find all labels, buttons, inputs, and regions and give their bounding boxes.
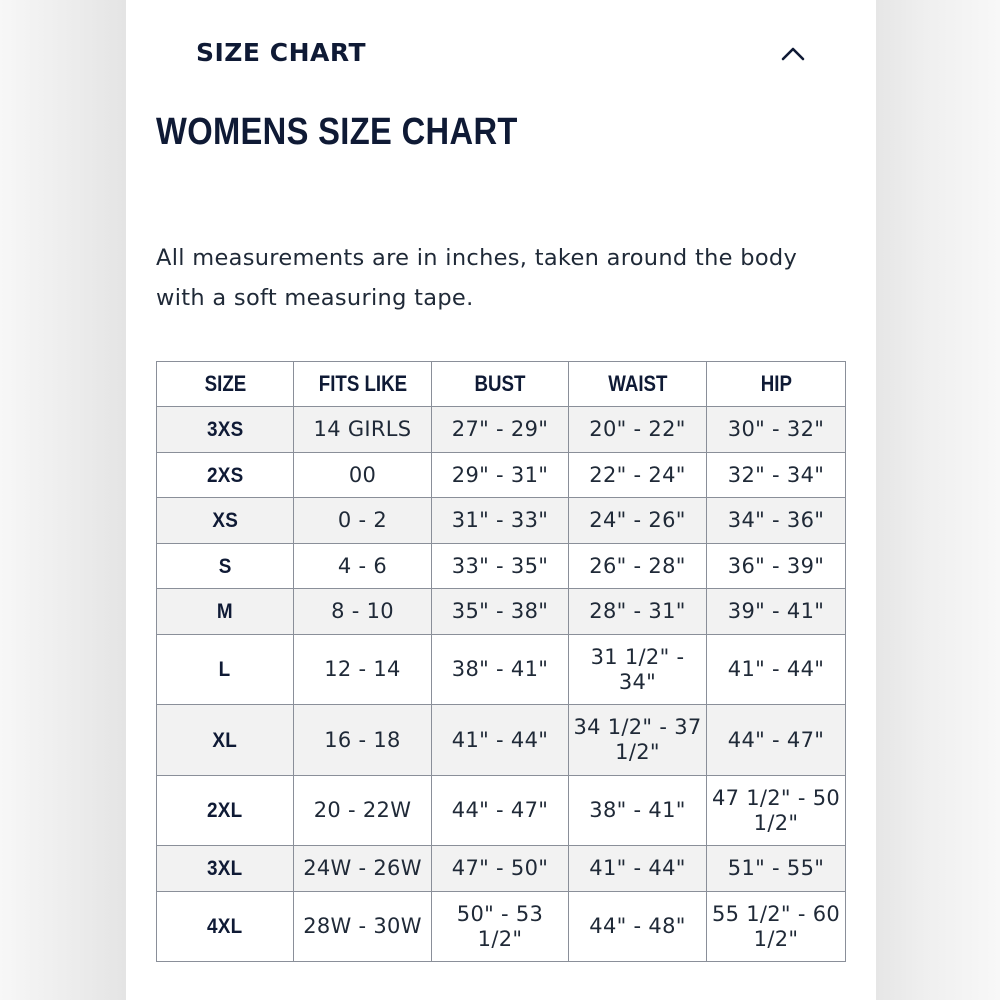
size-cell: 4XL — [157, 892, 294, 962]
hip-cell: 55 1/2" - 60 1/2" — [707, 892, 846, 962]
measurement-description: All measurements are in inches, taken around the body with a soft measuring tape. — [156, 245, 798, 311]
background-left — [0, 0, 126, 1000]
size-cell: S — [157, 544, 294, 589]
fits-like-cell: 24W - 26W — [294, 846, 432, 892]
bust-cell: 44" - 47" — [432, 776, 569, 846]
hip-cell: 36" - 39" — [707, 544, 846, 589]
hip-cell: 41" - 44" — [707, 635, 846, 705]
table-row — [157, 705, 846, 776]
size-table — [156, 361, 846, 962]
size-cell: 3XS — [157, 407, 294, 453]
size-cell: 2XS — [157, 453, 294, 498]
table-row — [157, 776, 846, 846]
fits-like-cell: 4 - 6 — [294, 544, 432, 589]
fits-like-cell: 00 — [294, 453, 432, 498]
bust-cell: 33" - 35" — [432, 544, 569, 589]
column-header-hip: HIP — [707, 362, 846, 407]
fits-like-cell: 14 GIRLS — [294, 407, 432, 453]
column-header-waist: WAIST — [569, 362, 707, 407]
size-cell: 2XL — [157, 776, 294, 846]
bust-cell: 47" - 50" — [432, 846, 569, 892]
hip-cell: 47 1/2" - 50 1/2" — [707, 776, 846, 846]
column-header-fits-like: FITS LIKE — [294, 362, 432, 407]
fits-like-cell: 12 - 14 — [294, 635, 432, 705]
column-header-size: SIZE — [157, 362, 294, 407]
waist-cell: 28" - 31" — [569, 589, 707, 635]
table-row — [157, 498, 846, 544]
table-row — [157, 407, 846, 453]
accordion-title: SIZE CHART — [196, 38, 367, 67]
fits-like-cell: 8 - 10 — [294, 589, 432, 635]
bust-cell: 50" - 53 1/2" — [432, 892, 569, 962]
size-cell: 3XL — [157, 846, 294, 892]
table-row — [157, 635, 846, 705]
size-cell: XL — [157, 705, 294, 776]
waist-cell: 34 1/2" - 37 1/2" — [569, 705, 707, 776]
bust-cell: 27" - 29" — [432, 407, 569, 453]
fits-like-cell: 16 - 18 — [294, 705, 432, 776]
size-chart-accordion-toggle[interactable] — [126, 22, 876, 82]
waist-cell: 20" - 22" — [569, 407, 707, 453]
waist-cell: 41" - 44" — [569, 846, 707, 892]
waist-cell: 44" - 48" — [569, 892, 707, 962]
table-header-row — [157, 362, 846, 407]
table-row — [157, 544, 846, 589]
column-header-bust: BUST — [432, 362, 569, 407]
background-right — [876, 0, 1000, 1000]
bust-cell: 41" - 44" — [432, 705, 569, 776]
hip-cell: 44" - 47" — [707, 705, 846, 776]
table-row — [157, 589, 846, 635]
chevron-up-icon[interactable] — [779, 40, 807, 68]
waist-cell: 38" - 41" — [569, 776, 707, 846]
page-title: WOMENS SIZE CHART — [156, 111, 518, 153]
waist-cell: 22" - 24" — [569, 453, 707, 498]
waist-cell: 31 1/2" - 34" — [569, 635, 707, 705]
fits-like-cell: 20 - 22W — [294, 776, 432, 846]
size-cell: M — [157, 589, 294, 635]
waist-cell: 26" - 28" — [569, 544, 707, 589]
hip-cell: 51" - 55" — [707, 846, 846, 892]
table-row — [157, 892, 846, 962]
table-row — [157, 453, 846, 498]
waist-cell: 24" - 26" — [569, 498, 707, 544]
size-cell: XS — [157, 498, 294, 544]
hip-cell: 39" - 41" — [707, 589, 846, 635]
bust-cell: 31" - 33" — [432, 498, 569, 544]
fits-like-cell: 0 - 2 — [294, 498, 432, 544]
hip-cell: 32" - 34" — [707, 453, 846, 498]
size-cell: L — [157, 635, 294, 705]
bust-cell: 38" - 41" — [432, 635, 569, 705]
bust-cell: 29" - 31" — [432, 453, 569, 498]
hip-cell: 30" - 32" — [707, 407, 846, 453]
table-row — [157, 846, 846, 892]
bust-cell: 35" - 38" — [432, 589, 569, 635]
fits-like-cell: 28W - 30W — [294, 892, 432, 962]
size-chart-panel — [126, 0, 876, 1000]
hip-cell: 34" - 36" — [707, 498, 846, 544]
